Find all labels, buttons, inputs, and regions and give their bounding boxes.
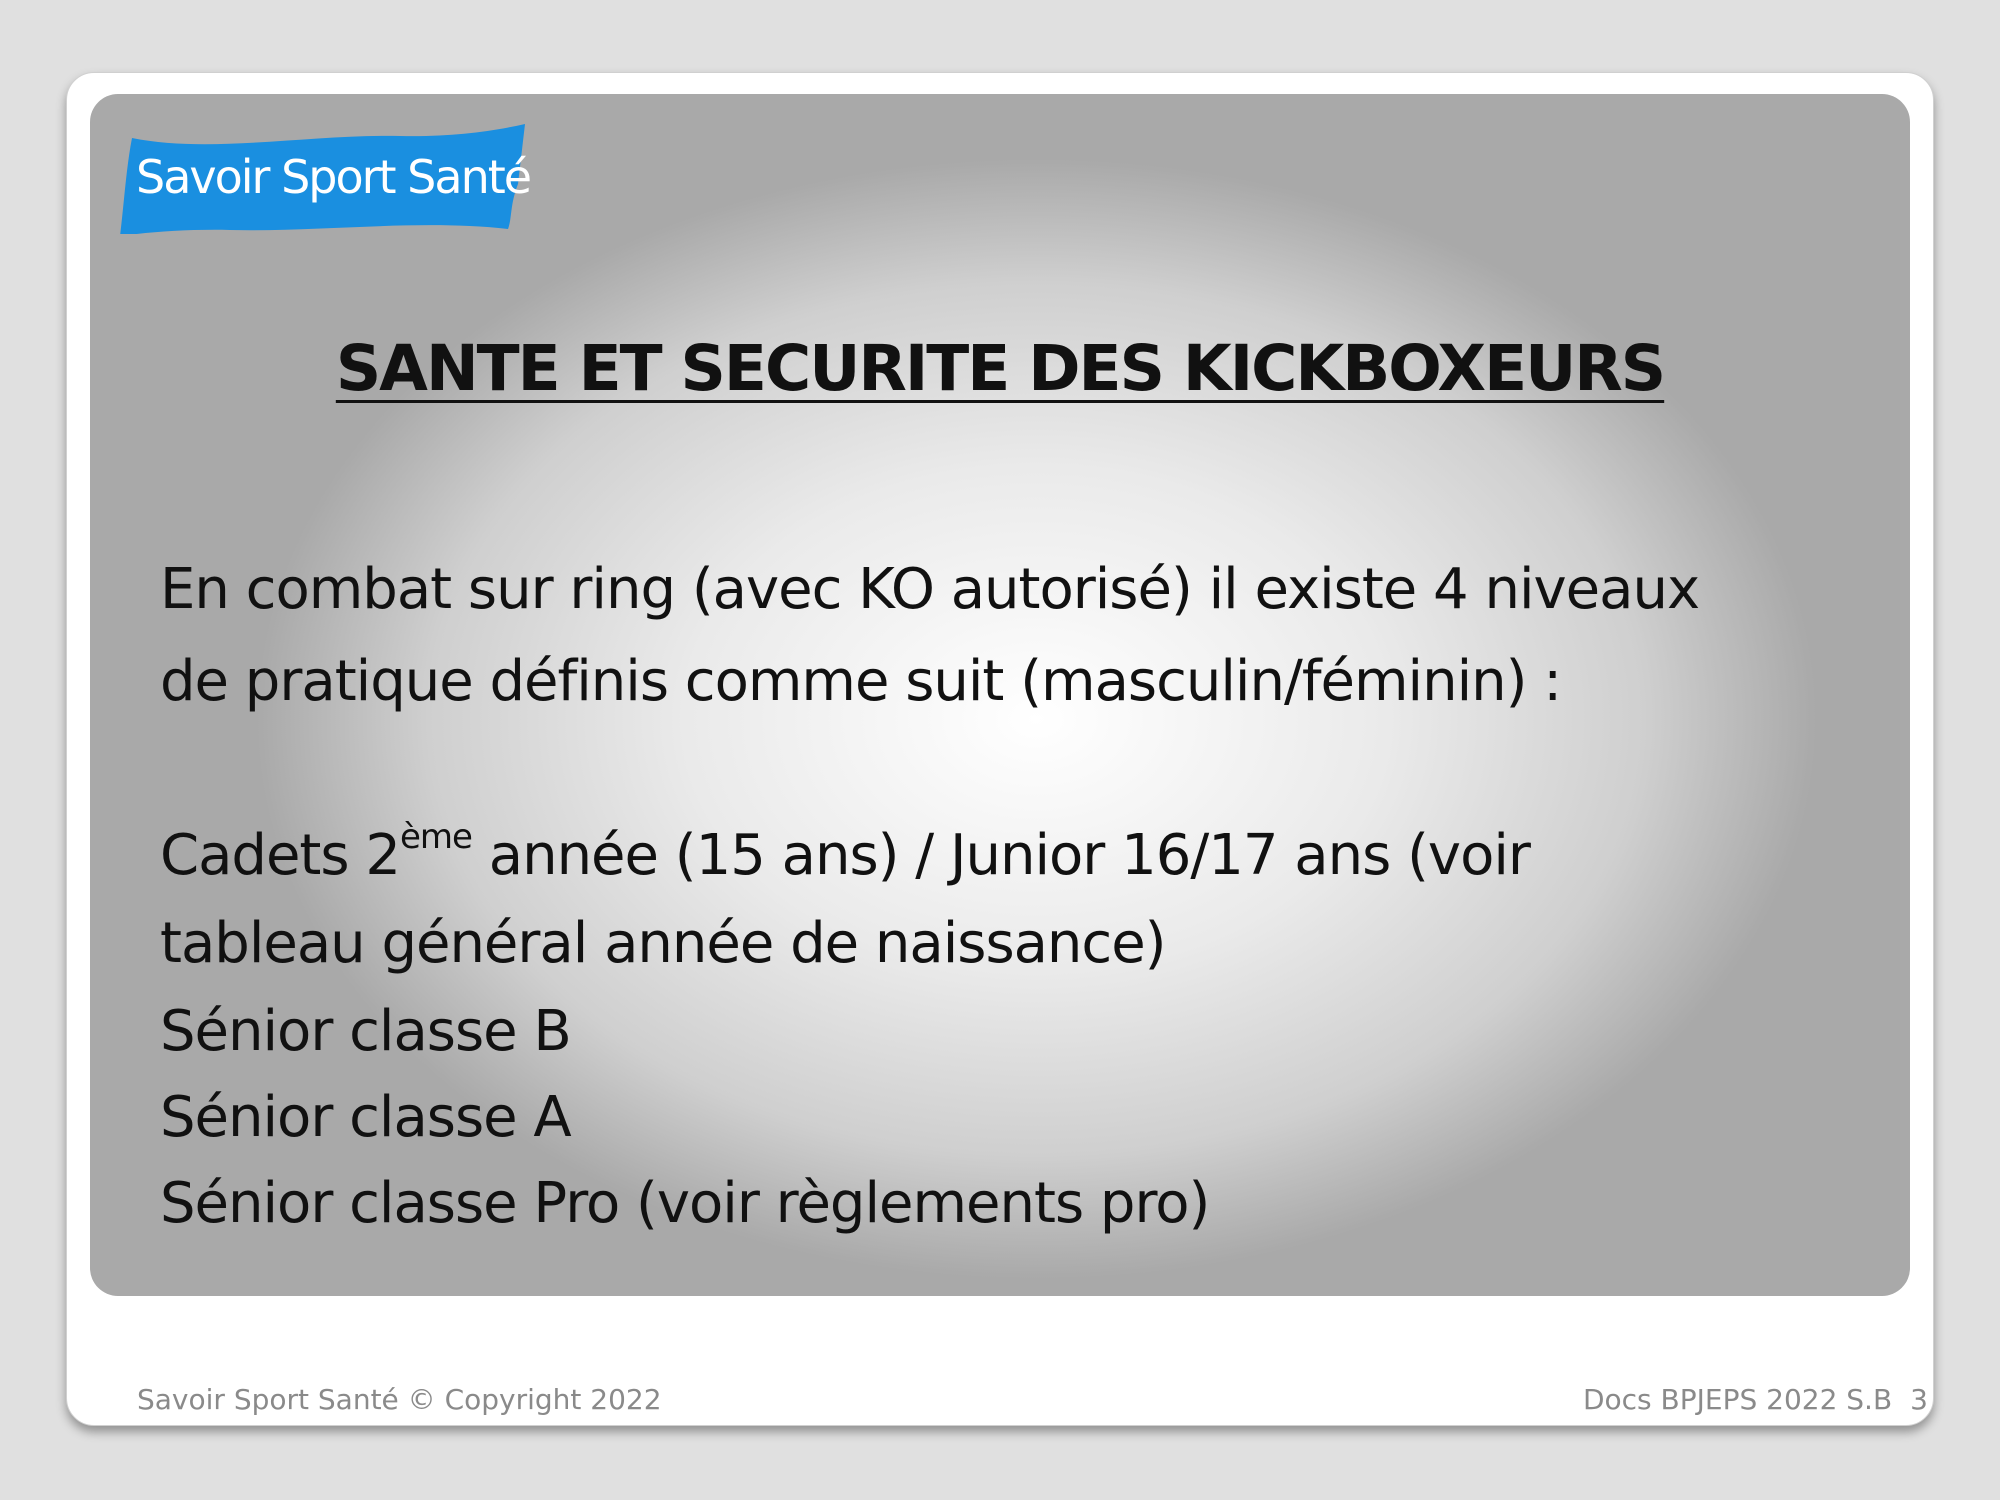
slide-title <box>90 332 1910 405</box>
intro-line-2: de pratique définis comme suit (masculin/féminin) : <box>160 649 1562 714</box>
page-number: 3 <box>1910 1383 1928 1416</box>
level-senior-pro: Sénior classe Pro (voir règlements pro) <box>160 1171 1210 1236</box>
intro-line-1: En combat sur ring (avec KO autorisé) il existe 4 niveaux <box>160 557 1700 622</box>
footer-docs: Docs BPJEPS 2022 S.B <box>1582 1383 1893 1416</box>
savoir-sport-sante-logo <box>120 124 531 234</box>
level-senior-b: Sénior classe B <box>160 999 571 1064</box>
level-senior-a: Sénior classe A <box>160 1085 571 1150</box>
cadets-superscript: ème <box>399 817 472 857</box>
level-cadets-line-1 <box>160 817 1530 888</box>
slide-title-text: SANTE ET SECURITE DES KICKBOXEURS <box>335 332 1665 405</box>
logo-text: Savoir Sport Santé <box>136 150 531 204</box>
content-panel <box>90 94 1910 1296</box>
level-cadets-line-2: tableau général année de naissance) <box>160 911 1166 976</box>
cadets-rest: année (15 ans) / Junior 16/17 ans (voir <box>471 823 1530 888</box>
cadets-prefix: Cadets 2 <box>160 823 400 888</box>
footer-copyright: Savoir Sport Santé © Copyright 2022 <box>137 1383 662 1416</box>
footer-right <box>1583 1383 1928 1416</box>
